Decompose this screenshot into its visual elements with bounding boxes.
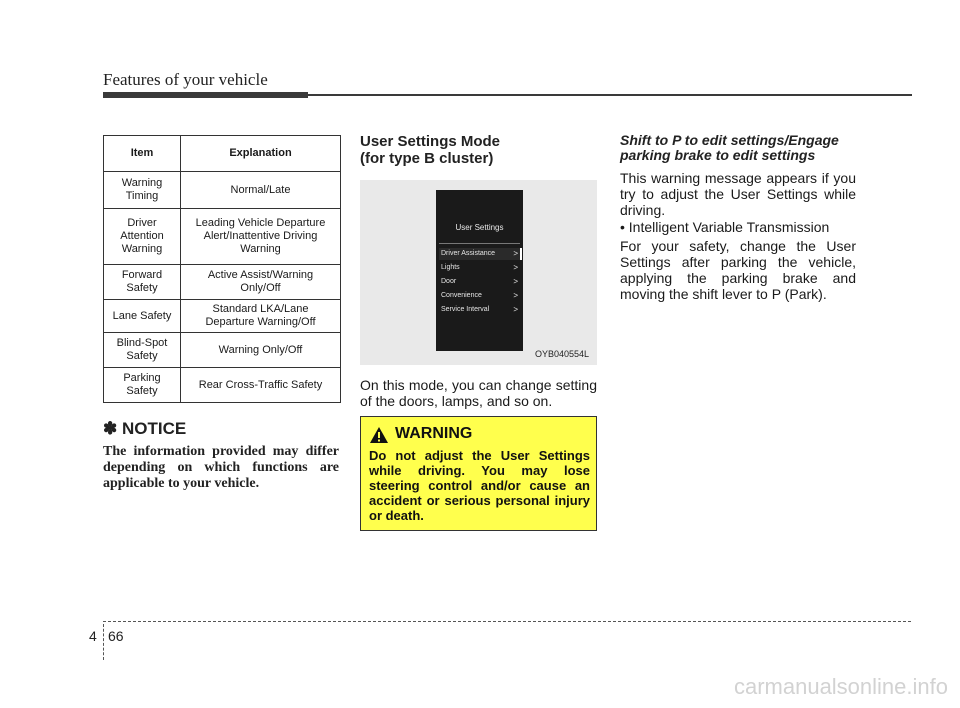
warning-title: WARNING: [395, 425, 473, 442]
header-bar: [103, 92, 308, 98]
cluster-figure: [360, 180, 597, 365]
table-header-row: [104, 136, 341, 172]
table-cell-explanation: Warning Only/Off: [181, 333, 341, 368]
figure-code: OYB040554L: [534, 349, 589, 359]
table-cell-explanation: Active Assist/Warning Only/Off: [181, 265, 341, 300]
table-row: [104, 300, 341, 333]
menu-item-service-interval: [439, 304, 520, 316]
page-number: 66: [108, 628, 124, 644]
shift-bullet: • Intelligent Variable Transmission: [620, 219, 830, 235]
chevron-right-icon: >: [513, 277, 518, 286]
table-cell-item: Warning Timing: [104, 172, 181, 209]
warning-text: Do not adjust the User Settings while driving. You may lose steering control and/or cause an accident or serious personal injury or death.: [369, 448, 590, 523]
footer-rule: [103, 621, 911, 622]
table-cell-explanation: Rear Cross-Traffic Safety: [181, 368, 341, 403]
menu-item-lights: [439, 262, 520, 274]
table-cell-item: Lane Safety: [104, 300, 181, 333]
chevron-right-icon: >: [513, 305, 518, 314]
table-cell-item: Forward Safety: [104, 265, 181, 300]
shift-paragraph-2: For your safety, change the User Settings after parking the vehicle, applying the parking brake and moving the shift lever to P (Park).: [620, 238, 856, 302]
warning-box: [360, 416, 597, 531]
header-rule: [308, 94, 912, 96]
chevron-right-icon: >: [513, 263, 518, 272]
column-header-explanation: Explanation: [181, 136, 341, 172]
shift-paragraph-1: This warning message appears if you try to adjust the User Settings while driving.: [620, 170, 856, 218]
notice-body: The information provided may differ depending on which functions are applicable to your vehicle.: [103, 444, 339, 491]
table-row: [104, 333, 341, 368]
footer-divider: [103, 624, 104, 660]
menu-item-convenience: [439, 290, 520, 302]
menu-item-driver-assistance: [439, 248, 522, 260]
column-header-item: Item: [104, 136, 181, 172]
cluster-screen: [436, 190, 523, 351]
menu-item-door: [439, 276, 520, 288]
screen-divider: [439, 243, 520, 244]
watermark: carmanualsonline.info: [733, 674, 948, 699]
section-title: User Settings Mode (for type B cluster): [360, 133, 501, 167]
table-cell-explanation: Leading Vehicle Departure Alert/Inattentive Driving Warning: [181, 209, 341, 265]
table-cell-item: Blind-Spot Safety: [104, 333, 181, 368]
table-cell-explanation: Normal/Late: [181, 172, 341, 209]
warning-triangle-icon: [369, 426, 389, 444]
chapter-number: 4: [89, 628, 97, 644]
menu-item-label: Service Interval: [441, 306, 490, 313]
shift-title: Shift to P to edit settings/Engage parking brake to edit settings: [620, 132, 839, 163]
table-cell-item: Driver Attention Warning: [104, 209, 181, 265]
chevron-right-icon: >: [513, 291, 518, 300]
table-cell-explanation: Standard LKA/Lane Departure Warning/Off: [181, 300, 341, 333]
menu-item-label: Convenience: [441, 292, 482, 299]
table-row: [104, 265, 341, 300]
screen-title: User Settings: [455, 223, 504, 232]
table-row: [104, 209, 341, 265]
section-body: On this mode, you can change setting of the doors, lamps, and so on.: [360, 377, 597, 409]
table-row: [104, 172, 341, 209]
menu-item-label: Lights: [441, 264, 460, 271]
running-header: Features of your vehicle: [103, 70, 268, 89]
chevron-right-icon: >: [513, 249, 518, 258]
table-row: [104, 368, 341, 403]
settings-table: [103, 135, 341, 403]
notice-title: ✽ NOTICE: [103, 419, 187, 438]
table-cell-item: Parking Safety: [104, 368, 181, 403]
menu-item-label: Door: [441, 278, 457, 285]
menu-item-label: Driver Assistance: [441, 250, 496, 257]
